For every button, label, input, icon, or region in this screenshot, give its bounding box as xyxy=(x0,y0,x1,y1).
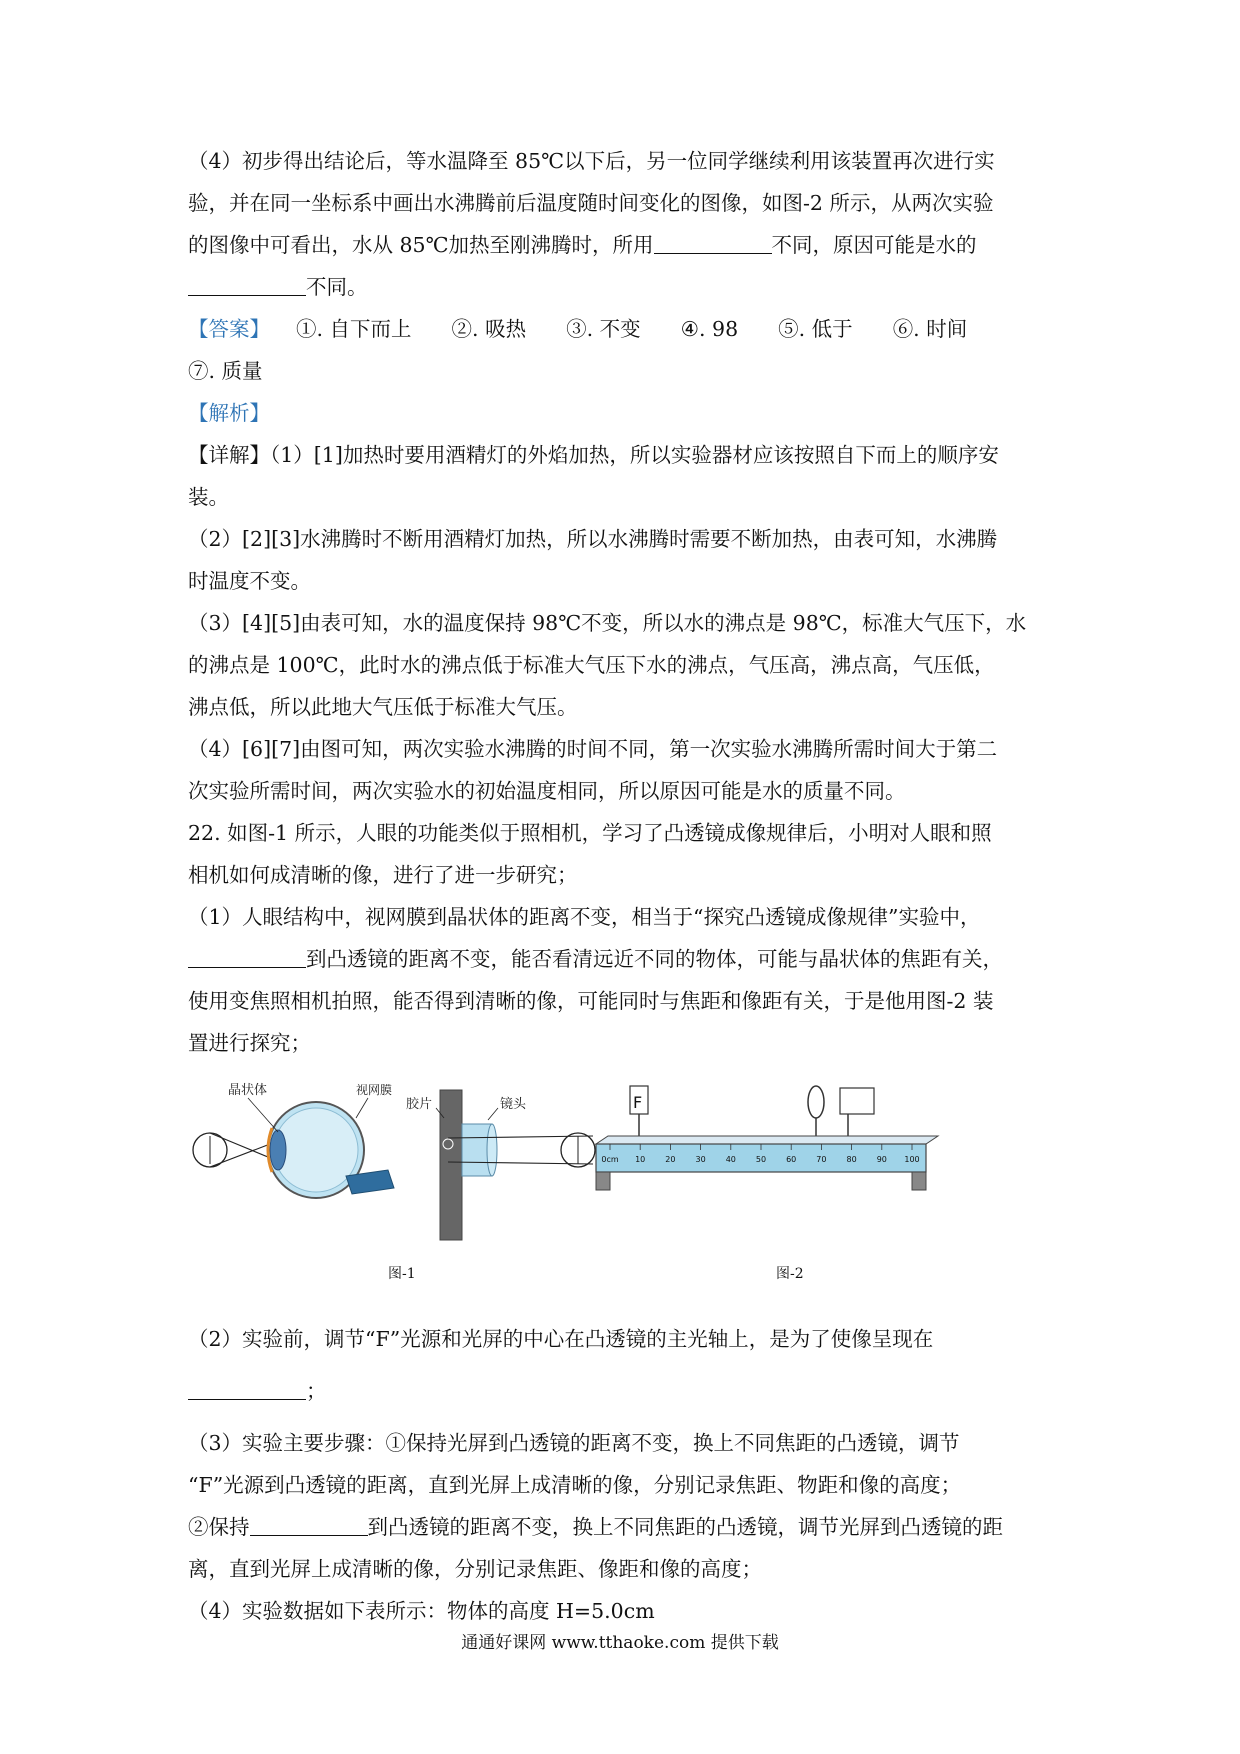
ruler-tick-label: 70 xyxy=(816,1155,827,1164)
detail-p3a: （3）[4][5]由表可知，水的温度保持 98℃不变，所以水的沸点是 98℃，标准大气压下，水 xyxy=(188,611,1027,635)
label-retina: 视网膜 xyxy=(356,1083,393,1097)
crystalline-lens xyxy=(270,1130,286,1170)
ruler-tick-label: 30 xyxy=(695,1155,706,1164)
q22-s3c: ②保持 到凸透镜的距离不变，换上不同焦距的凸透镜，调节光屏到凸透镜的距 xyxy=(188,1515,1003,1539)
answer-item-7: ⑦. 质量 xyxy=(188,359,263,383)
q21-part4-line4: 不同。 xyxy=(188,266,1068,308)
q21-part4-line1: （4）初步得出结论后，等水温降至 85℃以下后，另一位同学继续利用该装置再次进行实 xyxy=(188,149,995,173)
label-camera-lens: 镜头 xyxy=(500,1097,527,1112)
ruler-tick-label: 90 xyxy=(876,1155,887,1164)
analysis-tag: 【解析】 xyxy=(188,401,270,425)
detail-p3b: 的沸点是 100℃，此时水的沸点低于标准大气压下水的沸点，气压高，沸点高，气压低， xyxy=(188,653,995,677)
footer-source: 通通好课网 www.tthaoke.com 提供下载 xyxy=(461,1633,779,1653)
detail-p2b: 时温度不变。 xyxy=(188,569,311,593)
q22-s3b: “F”光源到凸透镜的距离，直到光屏上成清晰的像，分别记录焦距、物距和像的高度； xyxy=(188,1473,962,1497)
q22-s1a: （1）人眼结构中，视网膜到晶状体的距离不变，相当于“探究凸透镜成像规律”实验中， xyxy=(188,905,981,929)
figure-1 xyxy=(188,1078,608,1248)
q22-s3a: （3）实验主要步骤：①保持光屏到凸透镜的距离不变，换上不同焦距的凸透镜，调节 xyxy=(188,1431,960,1455)
detail-p4a: （4）[6][7]由图可知，两次实验水沸腾的时间不同，第一次实验水沸腾所需时间大于第二 xyxy=(188,737,998,761)
ruler-tick-label: 80 xyxy=(846,1155,857,1164)
detail-p1b: 装。 xyxy=(188,485,229,509)
q22-intro1: 22. 如图-1 所示，人眼的功能类似于照相机，学习了凸透镜成像规律后，小明对人眼和照 xyxy=(188,821,992,845)
detail-p1a: 【详解】（1）[1]加热时要用酒精灯的外焰加热，所以实验器材应该按照自下而上的顺序安 xyxy=(188,443,999,467)
fill-blank xyxy=(654,233,772,254)
figure-1-caption: 图-1 xyxy=(388,1266,416,1282)
page-content xyxy=(188,140,1068,1632)
figure-2-caption: 图-2 xyxy=(776,1266,804,1282)
figures-row xyxy=(188,1078,1068,1290)
svg-text:F: F xyxy=(633,1093,643,1112)
figure-2 xyxy=(588,1078,958,1218)
answer-item: ③. 不变 xyxy=(566,317,641,341)
q22-s1c: 使用变焦照相机拍照，能否得到清晰的像，可能同时与焦距和像距有关，于是他用图-2 装 xyxy=(188,989,994,1013)
q21-part4-line2: 验，并在同一坐标系中画出水沸腾前后温度随时间变化的图像，如图-2 所示，从两次实验 xyxy=(188,191,994,215)
ruler-tick-label: 40 xyxy=(725,1155,736,1164)
fill-blank xyxy=(188,1379,306,1400)
answer-row xyxy=(188,308,1068,350)
answer-item: ④. 98 xyxy=(680,317,739,341)
ruler-tick-label: 10 xyxy=(635,1155,646,1164)
detail-p3c: 沸点低，所以此地大气压低于标准大气压。 xyxy=(188,695,578,719)
fill-blank xyxy=(188,947,306,968)
ruler-tick-label: 0cm xyxy=(601,1155,619,1164)
ruler-tick-label: 20 xyxy=(665,1155,676,1164)
answer-item: ①. 自下而上 xyxy=(296,317,412,341)
q22-s4: （4）实验数据如下表所示：物体的高度 H=5.0cm xyxy=(188,1599,655,1623)
q22-intro2: 相机如何成清晰的像，进行了进一步研究； xyxy=(188,863,578,887)
ruler-tick-label: 60 xyxy=(786,1155,797,1164)
fill-blank xyxy=(188,275,306,296)
detail-p4b: 次实验所需时间，两次实验水的初始温度相同，所以原因可能是水的质量不同。 xyxy=(188,779,906,803)
answer-tag: 【答案】 xyxy=(188,317,270,341)
answer-item: ⑤. 低于 xyxy=(778,317,853,341)
q22-s2: （2）实验前，调节“F”光源和光屏的中心在凸透镜的主光轴上，是为了使像呈现在 xyxy=(188,1327,934,1351)
q22-s1d: 置进行探究； xyxy=(188,1031,311,1055)
fill-blank xyxy=(250,1515,368,1536)
q22-s2-blank: ； xyxy=(188,1370,1068,1412)
ruler-tick-label: 100 xyxy=(904,1155,920,1164)
camera-body xyxy=(440,1090,462,1240)
convex-lens xyxy=(808,1086,824,1118)
light-screen xyxy=(840,1088,874,1114)
label-film: 胶片 xyxy=(406,1097,433,1112)
label-crystalline-lens: 晶状体 xyxy=(228,1083,268,1098)
q21-part4-line3: 的图像中可看出，水从 85℃加热至刚沸腾时，所用 不同，原因可能是水的 xyxy=(188,233,977,257)
ruler-tick-label: 50 xyxy=(755,1155,767,1164)
q22-s3d: 离，直到光屏上成清晰的像，分别记录焦距、像距和像的高度； xyxy=(188,1557,762,1581)
q22-s1b: 到凸透镜的距离不变，能否看清远近不同的物体，可能与晶状体的焦距有关， xyxy=(188,938,1068,980)
detail-p2a: （2）[2][3]水沸腾时不断用酒精灯加热，所以水沸腾时需要不断加热，由表可知，水沸腾 xyxy=(188,527,998,551)
answer-item: ②. 吸热 xyxy=(451,317,527,341)
answer-item: ⑥. 时间 xyxy=(892,317,968,341)
